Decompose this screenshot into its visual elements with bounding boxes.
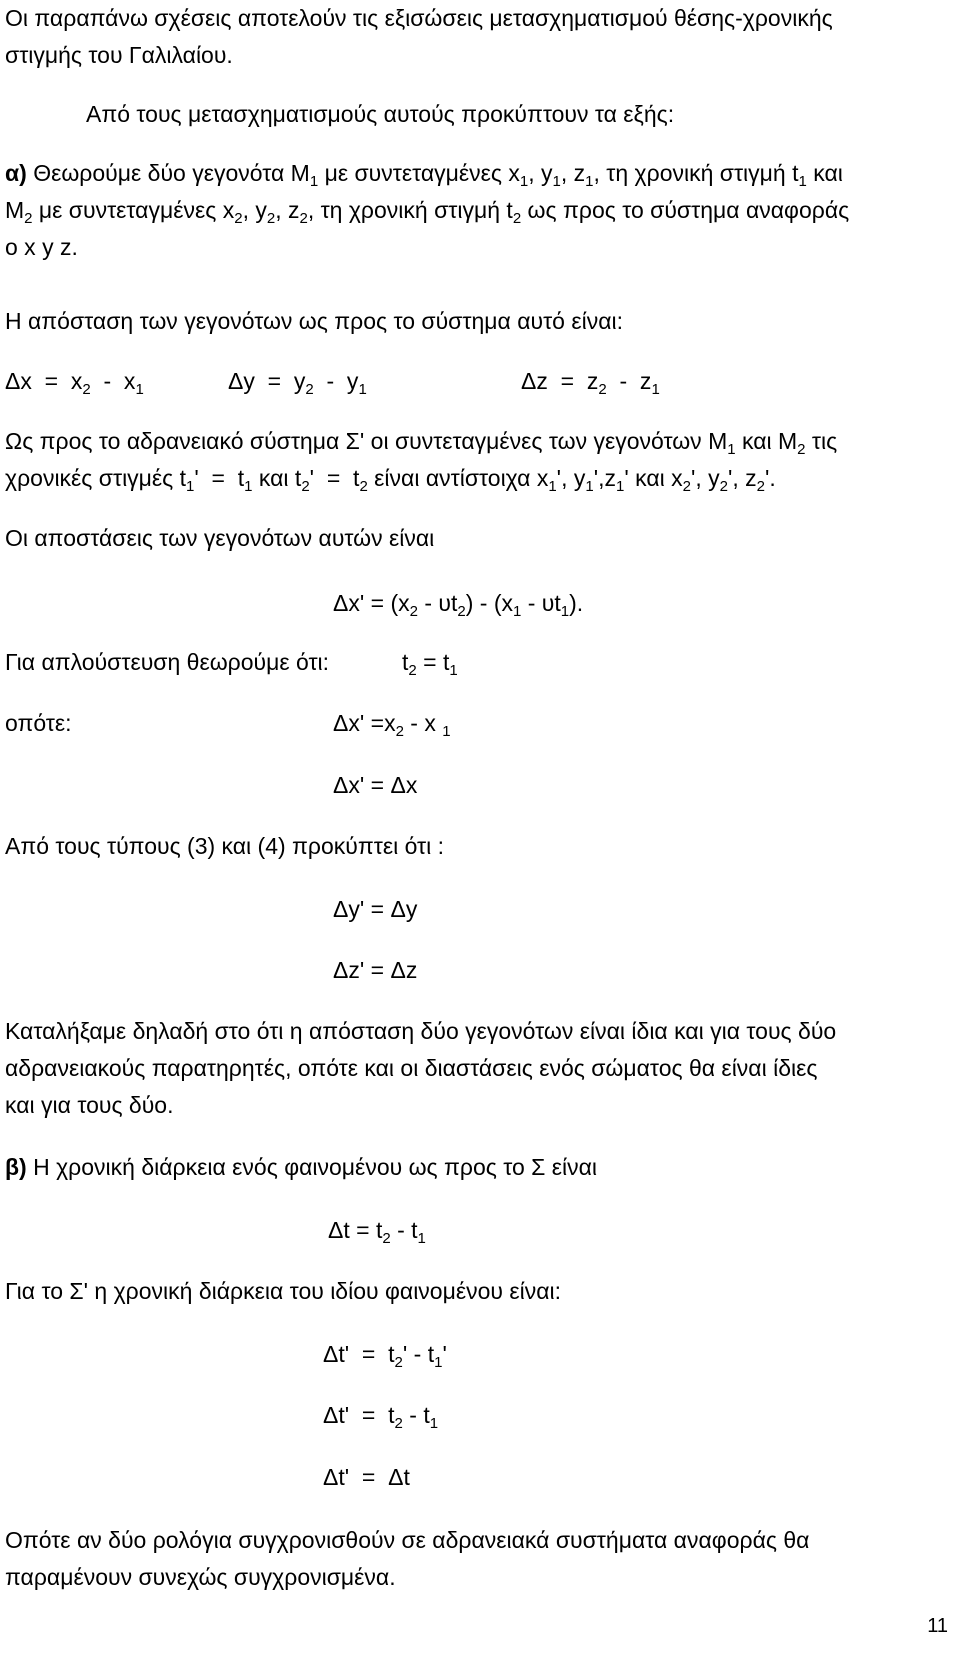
paragraph-line: ο x y z. bbox=[5, 234, 78, 260]
paragraph-line: Οι αποστάσεις των γεγονότων αυτών είναι bbox=[5, 525, 435, 551]
paragraph-line: στιγμής του Γαλιλαίου. bbox=[5, 42, 233, 68]
equation-dt: $\Delta t = t_2 - t_1$ bbox=[328, 1217, 426, 1247]
paragraph-line: Για το Σ' η χρονική διάρκεια του ιδίου φαινομένου είναι: bbox=[5, 1278, 562, 1304]
equation-dx: $\Delta x = x_2 - x_1$ bbox=[5, 368, 144, 398]
paragraph-line: Από τους τύπους (3) και (4) προκύπτει ότι : bbox=[5, 833, 445, 859]
paragraph-line: Οπότε αν δύο ρολόγια συγχρονισθούν σε αδρανειακά συστήματα αναφοράς θα bbox=[5, 1527, 810, 1553]
paragraph-line: χρονικές στιγμές $t_1' = t_1$ και $t_2' = t_2$ είναι αντίστοιχα $x_1'$, $y_1',z_1'$ και $x_2'$, $y_2'$, $z_2'$. bbox=[5, 465, 776, 495]
paragraph-line: παραμένουν συνεχώς συγχρονισμένα. bbox=[5, 1564, 396, 1590]
paragraph-line: $M_2$ με συντεταγμένες $x_2$, $y_2$, $z_2$, τη χρονική στιγμή $t_2$ ως προς το σύστημα αναφοράς bbox=[5, 197, 850, 227]
equation-dx-prime-simplified: $\Delta x' =x_2 - x$ $_1$ bbox=[333, 710, 451, 740]
equation-dt-equality: Δt' = Δt bbox=[323, 1464, 410, 1490]
paragraph-line: β) Η χρονική διάρκεια ενός φαινομένου ως προς το Σ είναι bbox=[5, 1154, 598, 1180]
paragraph-line: Οι παραπάνω σχέσεις αποτελούν τις εξισώσεις μετασχηματισμού θέσης-χρονικής bbox=[5, 5, 833, 31]
paragraph-line: α) Θεωρούμε δύο γεγονότα $M_1$ με συντεταγμένες $x_1$, $y_1$, $z_1$, τη χρονική στιγμή $t_1$ και bbox=[5, 160, 843, 190]
equation-dy: $\Delta y = y_2 - y_1$ bbox=[228, 368, 367, 398]
paragraph-line: Για απλούστευση θεωρούμε ότι: bbox=[5, 649, 330, 675]
equation-dt-prime-substituted: $\Delta t' = t_2 - t_1$ bbox=[323, 1402, 439, 1432]
paragraph-line: Η απόσταση των γεγονότων ως προς το σύστημα αυτό είναι: bbox=[5, 308, 623, 334]
equation-dx-prime: $\Delta x' = (x_2 - \upsilon t_2) - (x_1 - \upsilon t_1)$. bbox=[333, 590, 584, 620]
equation-dx-equality: Δx' = Δx bbox=[333, 772, 418, 798]
page-number: 11 bbox=[927, 1615, 948, 1637]
paragraph-line: και για τους δύο. bbox=[5, 1092, 174, 1118]
paragraph-line: Καταλήξαμε δηλαδή στο ότι η απόσταση δύο γεγονότων είναι ίδια και για τους δύο bbox=[5, 1018, 837, 1044]
paragraph-line: οπότε: bbox=[5, 710, 72, 736]
paragraph-line: Από τους μετασχηματισμούς αυτούς προκύπτουν τα εξής: bbox=[86, 101, 675, 127]
equation-dz-equality: Δz' = Δz bbox=[333, 957, 418, 983]
paragraph-line: Ως προς το αδρανειακό σύστημα Σ' οι συντεταγμένες των γεγονότων $M_1$ και $M_2$ τις bbox=[5, 428, 838, 458]
equation-t-equal: $t_2 = t_1$ bbox=[402, 649, 458, 679]
equation-dt-prime: $\Delta t' = t_2' - t_1'$ bbox=[323, 1341, 447, 1371]
equation-dy-equality: Δy' = Δy bbox=[333, 896, 418, 922]
equation-dz: $\Delta z = z_2 - z_1$ bbox=[521, 368, 660, 398]
paragraph-line: αδρανειακούς παρατηρητές, οπότε και οι διαστάσεις ενός σώματος θα είναι ίδιες bbox=[5, 1055, 818, 1081]
